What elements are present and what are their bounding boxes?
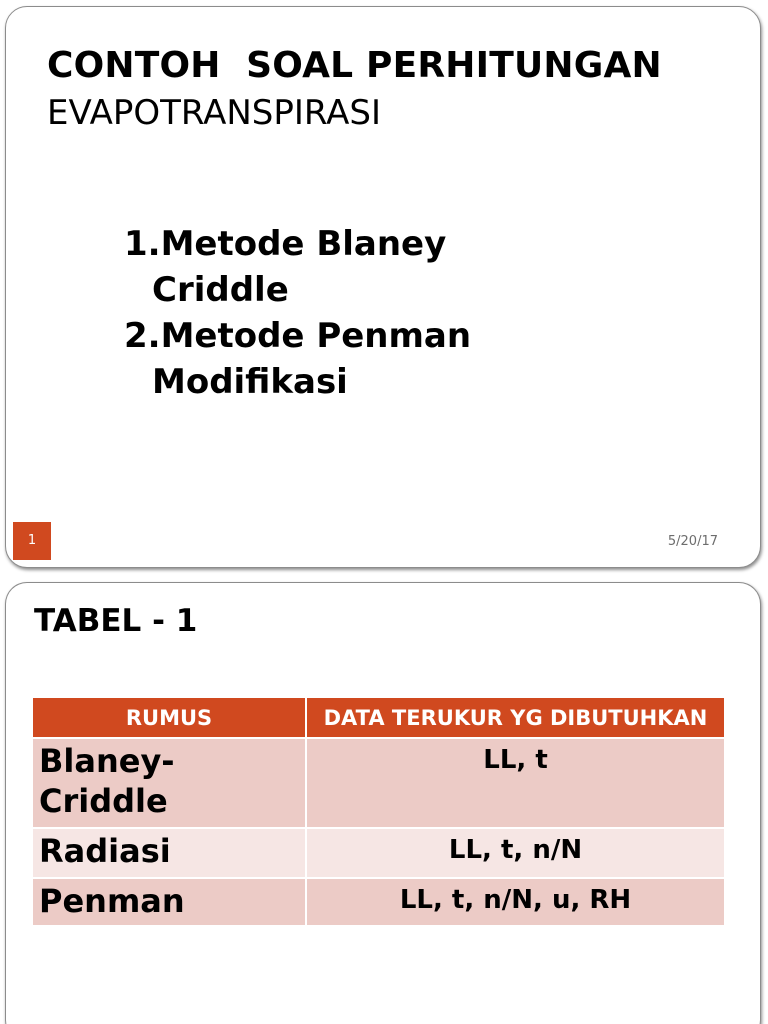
table-cell-rumus: Penman — [33, 878, 306, 926]
list-item-line: Criddle — [152, 270, 289, 310]
list-item-number: 1. — [124, 224, 161, 264]
table-cell-rumus: Blaney-Criddle — [33, 738, 306, 828]
list-item-text — [161, 221, 544, 267]
table-cell-data: LL, t, n/N — [306, 828, 724, 878]
slide-1 — [5, 6, 761, 568]
table-row — [33, 738, 724, 828]
list-item — [124, 313, 544, 359]
slide-2 — [5, 582, 761, 1024]
table-row — [33, 828, 724, 878]
list-item-number: 2. — [124, 316, 161, 356]
list-item — [124, 221, 544, 267]
column-header-rumus: RUMUS — [33, 698, 306, 738]
slide-date: 5/20/17 — [667, 534, 718, 549]
list-item-continuation — [124, 267, 544, 313]
table-header-row — [33, 698, 724, 738]
table-cell-rumus: Radiasi — [33, 828, 306, 878]
table-cell-data: LL, t, n/N, u, RH — [306, 878, 724, 926]
table-row — [33, 878, 724, 926]
list-item-line: Metode Blaney — [160, 224, 447, 264]
slide-number-badge: 1 — [13, 522, 51, 560]
list-item-text — [161, 313, 544, 359]
table-cell-data: LL, t — [306, 738, 724, 828]
list-item-line: Metode Penman — [160, 316, 472, 356]
data-table — [33, 698, 724, 927]
table-title: TABEL - 1 — [34, 603, 198, 639]
slide-subtitle: EVAPOTRANSPIRASI — [47, 93, 382, 133]
methods-list — [124, 221, 544, 405]
list-item-continuation — [124, 359, 544, 405]
list-item-line: Modifikasi — [152, 362, 348, 402]
slide-title: CONTOH SOAL PERHITUNGAN — [47, 45, 662, 86]
column-header-data: DATA TERUKUR YG DIBUTUHKAN — [306, 698, 724, 738]
